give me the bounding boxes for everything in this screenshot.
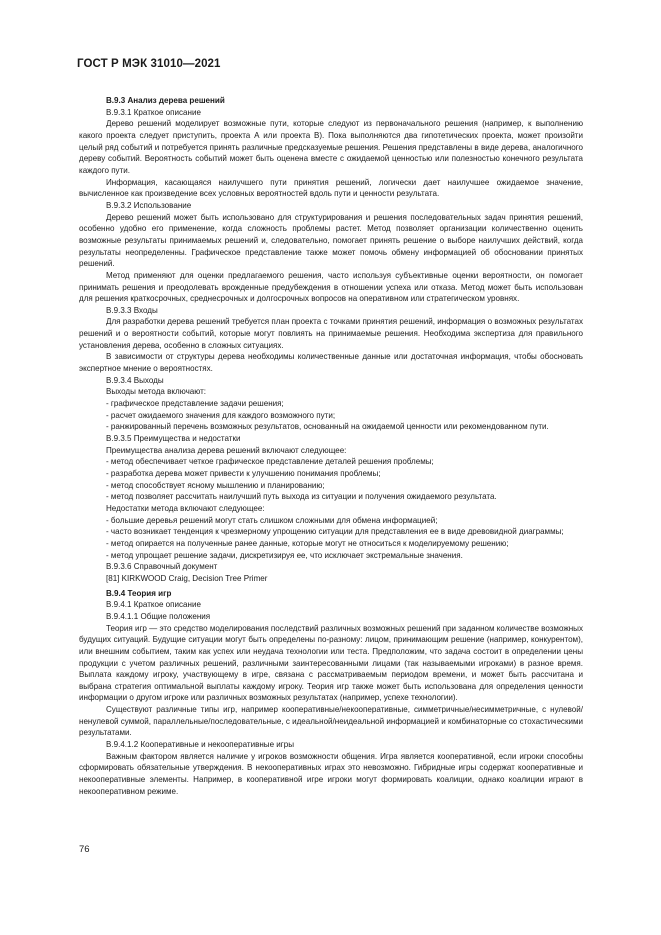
paragraph: Метод применяют для оценки предлагаемого решения, часто используя субъективные оценки вероятности, он помогает принимать решения и преодолевать врожденные предубеждения в отношении успеха или отказа. Метод может быть использован для решения краткосрочных, среднесрочных и долгосрочных вопросов на оперативном или стратегическом уровнях. [79,270,583,304]
paragraph: Для разработки дерева решений требуется план проекта с точками принятия решений, информация о возможных результатах решений и о вероятности событий, которые могут повлиять на принимаемые решения. Необходима экспертиза для правильного установления дерева, особенно в сложных ситуациях. [79,317,583,350]
subsection-label: Недостатки метода включают следующее: [106,503,265,513]
subsection-label: B.9.3.3 Входы [106,305,158,315]
subsection-label: Преимущества анализа дерева решений включают следующее: [106,445,347,455]
subsection-label: B.9.3.6 Справочный документ [106,562,218,572]
list-item: - метод обеспечивает четкое графическое представление деталей решения проблемы; [106,457,434,467]
list-item: - метод позволяет рассчитать наилучший путь выхода из ситуации и получения ожидаемого результата. [106,492,497,502]
document-body [79,95,583,797]
subsection-label: B.9.4.1.2 Кооперативные и некооперативные игры [106,740,294,750]
subsection-label: B.9.3.1 Краткое описание [106,107,201,117]
list-item: - расчет ожидаемого значения для каждого возможного пути; [106,410,336,420]
list-item: - разработка дерева может привести к улучшению понимания проблемы; [106,469,381,478]
paragraph: Дерево решений может быть использовано для структурирования и решения последовательных задач принятия решений, особенно удобно его применение, когда сложность проблемы растет. Метод позволяет организации количественно оценить возможные результаты принимаемых решений и, следовательно, помогает принять решение о выборе наилучших действий, когда результаты неопределенны. Графическое представление также может помочь обмену информацией об обосновании принятых решений. [79,212,583,269]
list-item: - метод упрощает решение задачи, дискретизируя ее, что исключает экстремальные значения. [106,550,463,560]
list-item: - метод способствует ясному мышлению и планированию; [106,480,325,490]
paragraph: Важным фактором является наличие у игроков возможности общения. Игра является кооперативной, если игроки способны сформировать обязательные утверждения. В некооперативных играх это невозможно. Гибридные игры содержат кооперативные и некооперативные элементы. Например, в кооперативной игре игроки могут формировать коалиции, однако коалиции играют в некооперативном режиме. [79,751,583,796]
paragraph: - ранжированный перечень возможных результатов, основанный на ожидаемой ценности или рекомендованном пути. [106,422,549,432]
subsection-label: B.9.4.1 Краткое описание [106,600,201,610]
section-heading: B.9.3 Анализ дерева решений [106,96,225,105]
subsection-label: B.9.4.1.1 Общие положения [106,611,211,621]
subsection-label: B.9.3.2 Использование [106,200,192,210]
paragraph: - часто возникает тенденция к чрезмерному упрощению ситуации для представления ее в виде древовидной диаграммы; [106,527,564,537]
paragraph: Существуют различные типы игр, например кооперативные/некооперативные, симметричные/несимметричные, с нулевой/ненулевой суммой, параллельные/последовательные, с идеальной/неидеальной информацией и комбинаторные со стохастическими результатами. [79,705,583,738]
subsection-label: B.9.3.5 Преимущества и недостатки [106,434,241,444]
paragraph: Дерево решений моделирует возможные пути, которые следуют из первоначального решения (например, к выполнению какого проекта следует приступить, проекта А или проекта В). Пока выполняются два гипотетических проекта, может произойти целый ряд событий и потребуется принять различные предсказуемые решения. Решения представлены в виде дерева, аналогичного дереву событий. Вероятность событий может быть оценена вместе с ожидаемой ценностью или полезностью конечного результата каждого пути. [79,119,583,175]
document-header: ГОСТ Р МЭК 31010—2021 [77,58,221,70]
subsection-label: [81] KIRKWOOD Craig, Decision Tree Primer [106,573,268,583]
page-number: 76 [79,844,90,855]
section-heading: B.9.4 Теория игр [106,588,172,598]
list-item: - большие деревья решений могут стать слишком сложными для обмена информацией; [106,515,438,525]
subsection-label: Выходы метода включают: [106,387,207,397]
paragraph: Информация, касающаяся наилучшего пути принятия решений, логически дает наилучшее ожидаемое значение, вычисленное как произведение всех условных вероятностей вдоль пути и ценности результата. [79,177,583,199]
paragraph: В зависимости от структуры дерева необходимы количественные данные или достаточная информация, чтобы обосновать экспертное мнение о вероятностях. [79,352,583,374]
subsection-label: B.9.3.4 Выходы [106,375,164,385]
list-item: - метод опирается на полученные ранее данные, которые могут не относиться к моделируемому решению; [106,538,509,548]
list-item: - графическое представление задачи решения; [106,399,284,409]
paragraph: Теория игр — это средство моделирования последствий различных возможных решений при заданном количестве возможных будущих ситуаций. Будущие ситуации могут быть определены по-разному: лицом, принимающим решение (например, конкурентом), или внешним событием, таким как успех или неудача технологии или теста. Предположим, что задача состоит в определении цены продукции с учетом различных решений, различными заинтересованными лицами (так называемыми игроками) в разное время. Выплата каждому игроку, участвующему в игре, связана с рассматриваемым периодом времени, и может быть рассчитана и выбрана стратегия оптимальной выплаты каждому игроку. Теория игр также может быть использована для определения ценности информации о другом игроке или различных возможных результатах (например, успехе технологии). [79,623,583,703]
